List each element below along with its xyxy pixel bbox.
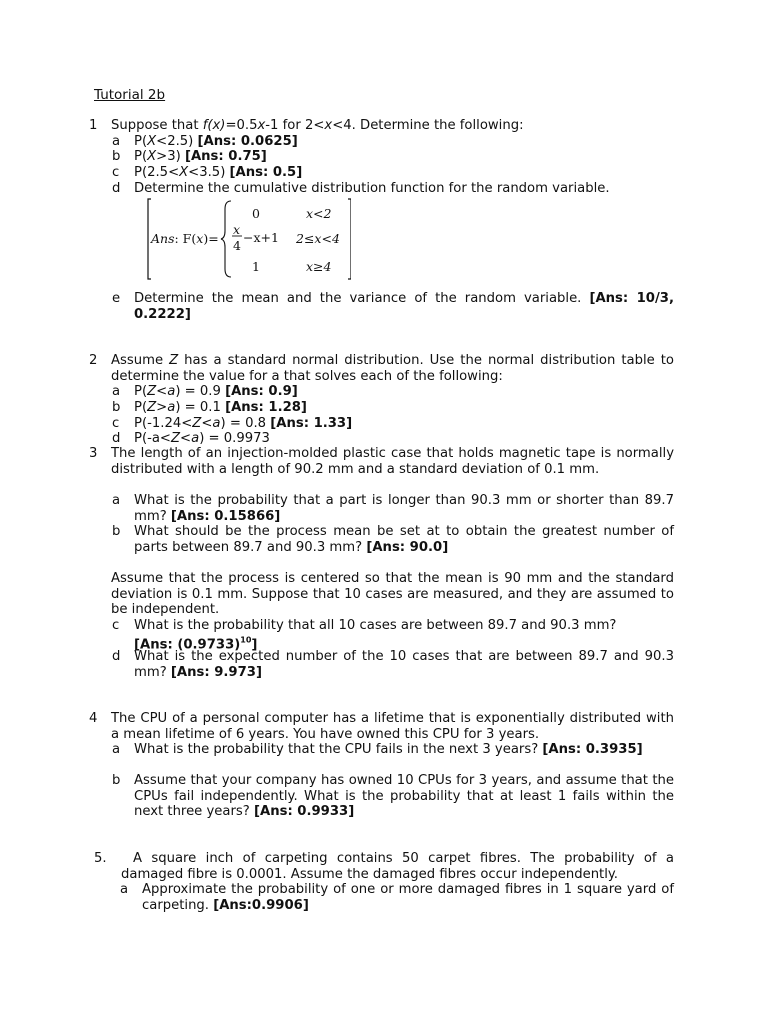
page-title: Tutorial 2b xyxy=(94,87,166,103)
paragraph: Assume that the process is centered so that the mean is 90 mm and the standard deviation is 0.1 mm. Suppose that 10 cases are measured, and they are assumed to be independent. xyxy=(111,571,674,618)
question-number: 4 xyxy=(89,711,98,726)
sub-label: c xyxy=(112,165,120,180)
question-number: 1 xyxy=(89,118,98,133)
question-stem: A square inch of carpeting contains 50 carpet fibres. The probability of a damaged fibre is 0.0001. Assume the damaged fibres occur independently. xyxy=(121,851,674,882)
cdf-row3-value: 1 xyxy=(252,259,260,274)
cdf-row1-value: 0 xyxy=(252,206,260,221)
sub-question: P(Z<a) = 0.9 [Ans: 0.9] xyxy=(134,384,298,399)
sub-question: P(X>3) [Ans: 0.75] xyxy=(134,149,267,164)
question-number: 2 xyxy=(89,353,98,368)
sub-question: What is the probability that all 10 cases are between 89.7 and 90.3 mm? xyxy=(134,618,617,633)
sub-question: Approximate the probability of one or more damaged fibres in 1 square yard of carpeting. [Ans:0.9906] xyxy=(142,882,674,913)
sub-label: c xyxy=(112,416,120,431)
cdf-row2-denominator: 4 xyxy=(233,238,241,253)
sub-question: P(-a<Z<a) = 0.9973 xyxy=(134,431,270,446)
sub-label: d xyxy=(112,649,121,664)
sub-label: a xyxy=(112,742,121,757)
cdf-row2-condition: 2≤x<4 xyxy=(296,231,340,246)
cdf-row2-numerator: x xyxy=(233,222,241,237)
question-stem: Suppose that f(x)=0.5x-1 for 2<x<4. Determine the following: xyxy=(111,118,524,133)
sub-label: d xyxy=(112,181,121,196)
answer: [Ans: $(0.9733)^{10}$] xyxy=(134,636,258,653)
sub-question: P(X<2.5) [Ans: 0.0625] xyxy=(134,134,298,149)
question-number: 5. xyxy=(94,851,107,866)
cdf-row2-rest: −x+1 xyxy=(243,230,279,245)
sub-label: a xyxy=(120,882,129,897)
sub-label: a xyxy=(112,384,121,399)
sub-question: Determine the cumulative distribution function for the random variable. xyxy=(134,181,610,196)
sub-label: e xyxy=(112,291,121,306)
question-stem: The length of an injection-molded plastic case that holds magnetic tape is normally distributed with a length of 90.2 mm and a standard deviation of 0.1 mm. xyxy=(111,446,674,477)
sub-label: a xyxy=(112,134,121,149)
sub-question: What is the probability that the CPU fails in the next 3 years? [Ans: 0.3935] xyxy=(134,742,643,757)
sub-label: b xyxy=(112,149,121,164)
sub-question: What is the expected number of the 10 cases that are between 89.7 and 90.3 mm? [Ans: 9.973] xyxy=(134,649,674,680)
sub-label: d xyxy=(112,431,121,446)
sub-question: Determine the mean and the variance of the random variable. [Ans: 10/3, 0.2222] xyxy=(134,291,674,322)
question-number: 3 xyxy=(89,446,98,461)
sub-question: P(Z>a) = 0.1 [Ans: 1.28] xyxy=(134,400,307,415)
cdf-formula xyxy=(146,197,351,281)
cdf-row3-condition: x≥4 xyxy=(306,259,332,274)
sub-label: b xyxy=(112,524,121,539)
sub-label: b xyxy=(112,773,121,788)
question-stem: The CPU of a personal computer has a lifetime that is exponentially distributed with a mean lifetime of 6 years. You have owned this CPU for 3 years. xyxy=(111,711,674,742)
sub-question: What is the probability that a part is longer than 90.3 mm or shorter than 89.7 mm? [Ans: 0.15866] xyxy=(134,493,674,524)
sub-label: b xyxy=(112,400,121,415)
sub-question: P(-1.24<Z<a) = 0.8 [Ans: 1.33] xyxy=(134,416,353,431)
cdf-lhs: Ans: F(x)= xyxy=(151,231,219,246)
sub-question: P(2.5<X<3.5) [Ans: 0.5] xyxy=(134,165,303,180)
question-stem: Assume Z has a standard normal distribution. Use the normal distribution table to determine the value for a that solves each of the following: xyxy=(111,353,674,384)
sub-question: What should be the process mean be set at to obtain the greatest number of parts between 89.7 and 90.3 mm? [Ans: 90.0] xyxy=(134,524,674,555)
sub-question: Assume that your company has owned 10 CPUs for 3 years, and assume that the CPUs fail independently. What is the probability that at least 1 fails within the next three years? [Ans: 0.9933] xyxy=(134,773,674,820)
sub-label: c xyxy=(112,618,120,633)
sub-label: a xyxy=(112,493,121,508)
cdf-row1-condition: x<2 xyxy=(306,206,332,221)
